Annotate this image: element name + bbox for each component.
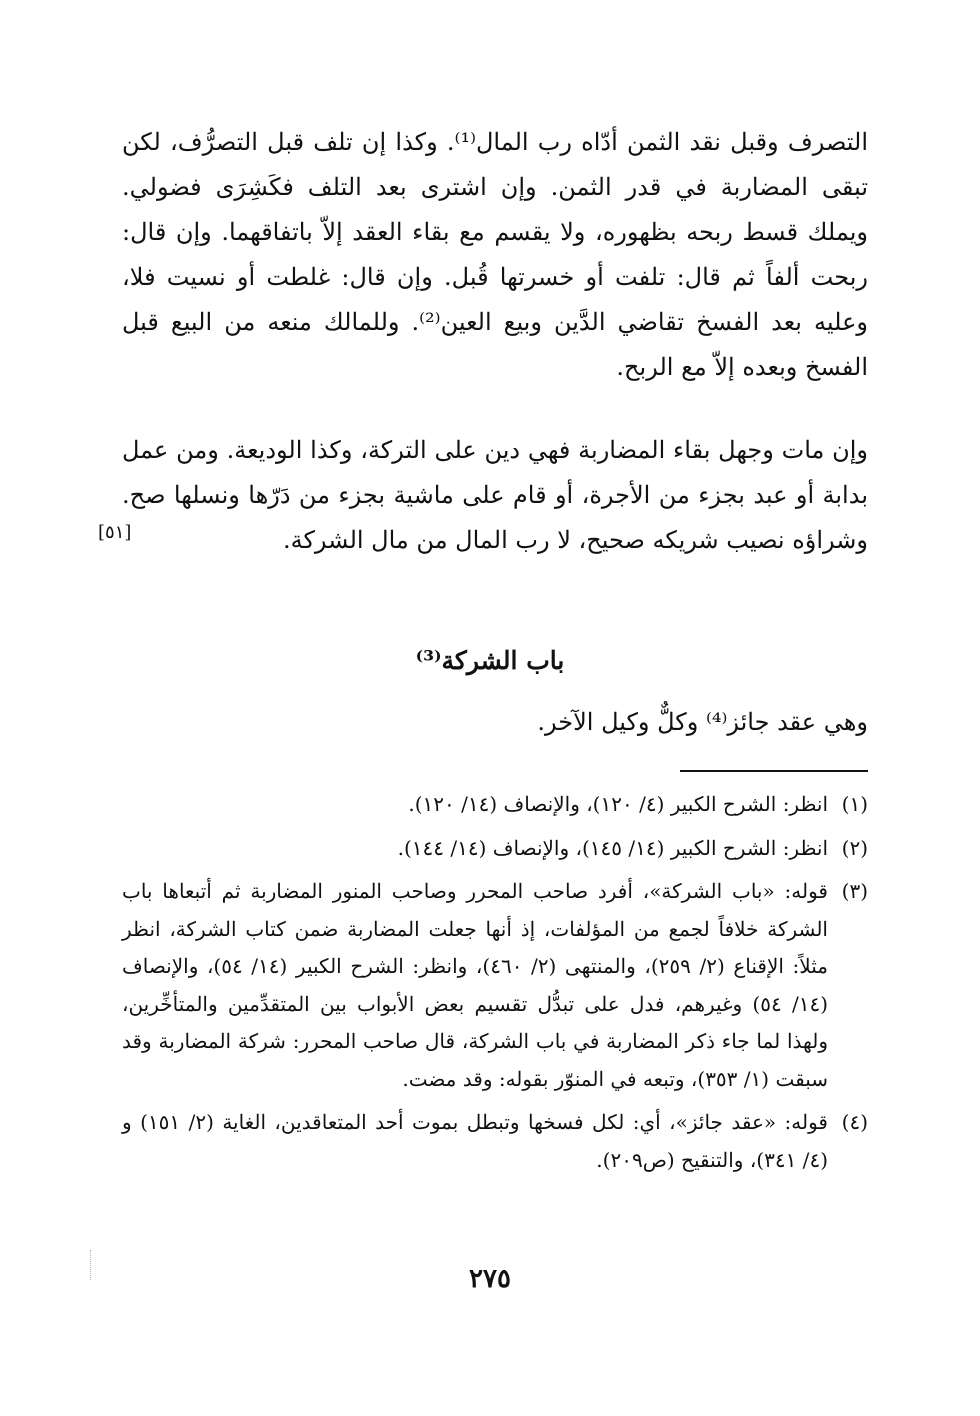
footnote-number: (٤)	[841, 1110, 868, 1134]
scan-edge-mark	[90, 1250, 92, 1280]
footnotes	[122, 786, 868, 1179]
footnote-1	[122, 786, 868, 824]
chapter-title: باب الشركة⁽³⁾	[415, 646, 565, 675]
footnote-text: قوله: «باب الشركة»، أفرد صاحب المحرر وصاحب المنور المضاربة ثم أتبعاها باب الشركة خلافاً لجمع من المؤلفات، إذ أنها جعلت المضاربة ضمن كتاب الشركة، انظر مثلاً: الإقناع (٢/ ٢٥٩)، والمنتهى (٢/ ٤٦٠)، وانظر: الشرح الكبير (١٤/ ٥٤)، والإنصاف (١٤/ ٥٤) وغيرهم، فدل على تبدُّل تقسيم بعض الأبواب بين المتقدِّمين والمتأخِّرين، ولهذا لما جاء ذكر المضاربة في باب الشركة، قال صاحب المحرر: شركة المضاربة وقد سبقت (١/ ٣٥٣)، وتبعه في المنوّر بقوله: وقد مضت.	[122, 879, 828, 1091]
footnote-number: (٢)	[841, 835, 868, 860]
footnote-text: انظر: الشرح الكبير (٤/ ١٢٠)، والإنصاف (١٤/ ١٢٠).	[408, 792, 828, 816]
body-paragraph-2: وإن مات وجهل بقاء المضاربة فهي دين على التركة، وكذا الوديعة. ومن عمل بدابة أو عبد بجزء من الأجرة، أو قام على ماشية بجزء من دَرّها ونسلها صح. وشراؤه نصيب شريكه صحيح، لا رب المال من مال الشركة.	[122, 436, 868, 554]
body-paragraph-1: التصرف وقبل نقد الثمن أدّاه رب المال⁽¹⁾. وكذا إن تلف قبل التصرُّف، لكن تبقى المضاربة في قدر الثمن. وإن اشترى بعد التلف فكَشِرَى فضولي. ويملك قسط ربحه بظهوره، ولا يقسم مع بقاء العقد إلاّ باتفاقهما. وإن قال: ربحت ألفاً ثم قال: تلفت أو خسرتها قُبل. وإن قال: غلطت أو نسيت فلا، وعليه بعد الفسخ تقاضي الدَّين وبيع العين⁽²⁾. وللمالك منعه من البيع قبل الفسخ وبعده إلاّ مع الربح.	[122, 128, 868, 381]
footnote-number: (١)	[841, 792, 868, 816]
page-number: ٢٧٥	[469, 1264, 511, 1294]
footnote-2	[122, 830, 868, 868]
footnote-separator	[680, 770, 868, 772]
footnote-text: انظر: الشرح الكبير (١٤/ ١٤٥)، والإنصاف (١٤/ ١٤٤).	[397, 835, 828, 860]
chapter-opening-sentence: وهي عقد جائز⁽⁴⁾ وكلٌّ وكيل الآخر.	[537, 708, 868, 736]
margin-reference: [٥١]	[98, 522, 132, 543]
footnote-text: قوله: «عقد جائز»، أي: لكل فسخها وتبطل بموت أحد المتعاقدين، الغاية (٢/ ١٥١) و (٤/ ٣٤١)، والتنقيح (ص٢٠٩).	[122, 1110, 828, 1172]
footnote-3	[122, 873, 868, 1098]
footnote-4	[122, 1104, 868, 1179]
footnote-number: (٣)	[841, 879, 868, 903]
